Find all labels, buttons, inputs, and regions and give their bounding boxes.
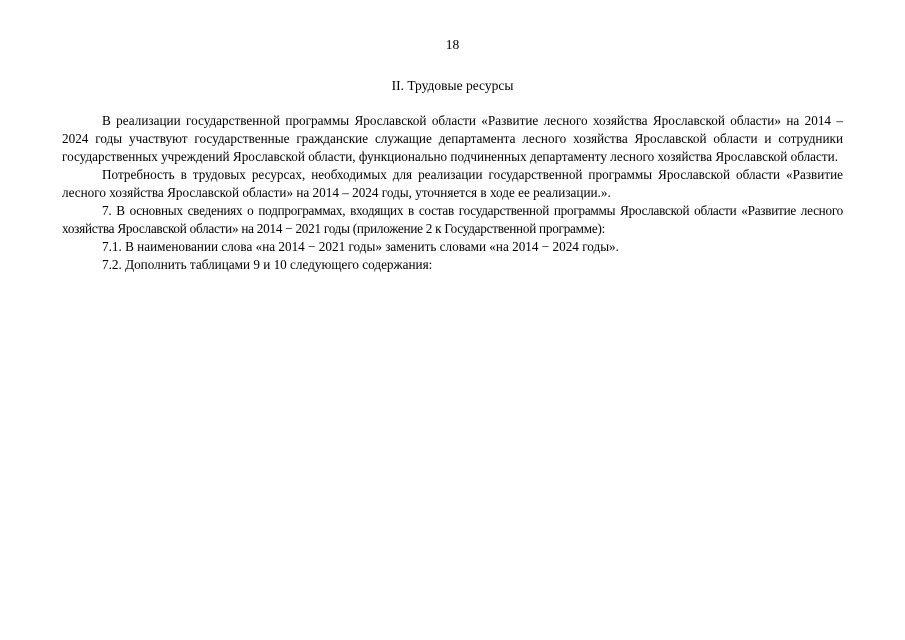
paragraph-item-7: 7. В основных сведениях о подпрограммах, входящих в состав государственной программы Ярославской области «Развитие лесного хозяйства Ярославской области» на 2014 − 2021 годы (приложение 2 к Государственной программе): <box>62 203 843 236</box>
document-body <box>62 112 843 274</box>
paragraph-labor-participants: В реализации государственной программы Ярославской области «Развитие лесного хозяйства Ярославской области» на 2014 – 2024 годы участвуют государственные гражданские служащие департамента лесного хозяйства Ярославской области и сотрудники государственных учреждений Ярославской области, функционально подчиненных департаменту лесного хозяйства Ярославской области. <box>62 113 843 164</box>
page-number: 18 <box>445 37 460 52</box>
section-title: II. Трудовые ресурсы <box>391 78 514 93</box>
paragraph-item-7-2: 7.2. Дополнить таблицами 9 и 10 следующего содержания: <box>102 257 433 272</box>
paragraph-item-7-1: 7.1. В наименовании слова «на 2014 − 2021 годы» заменить словами «на 2014 − 2024 годы». <box>102 239 619 254</box>
paragraph-labor-needs: Потребность в трудовых ресурсах, необходимых для реализации государственной программы Ярославской области «Развитие лесного хозяйства Ярославской области» на 2014 – 2024 годы, уточняется в ходе ее реализации.». <box>62 167 843 200</box>
